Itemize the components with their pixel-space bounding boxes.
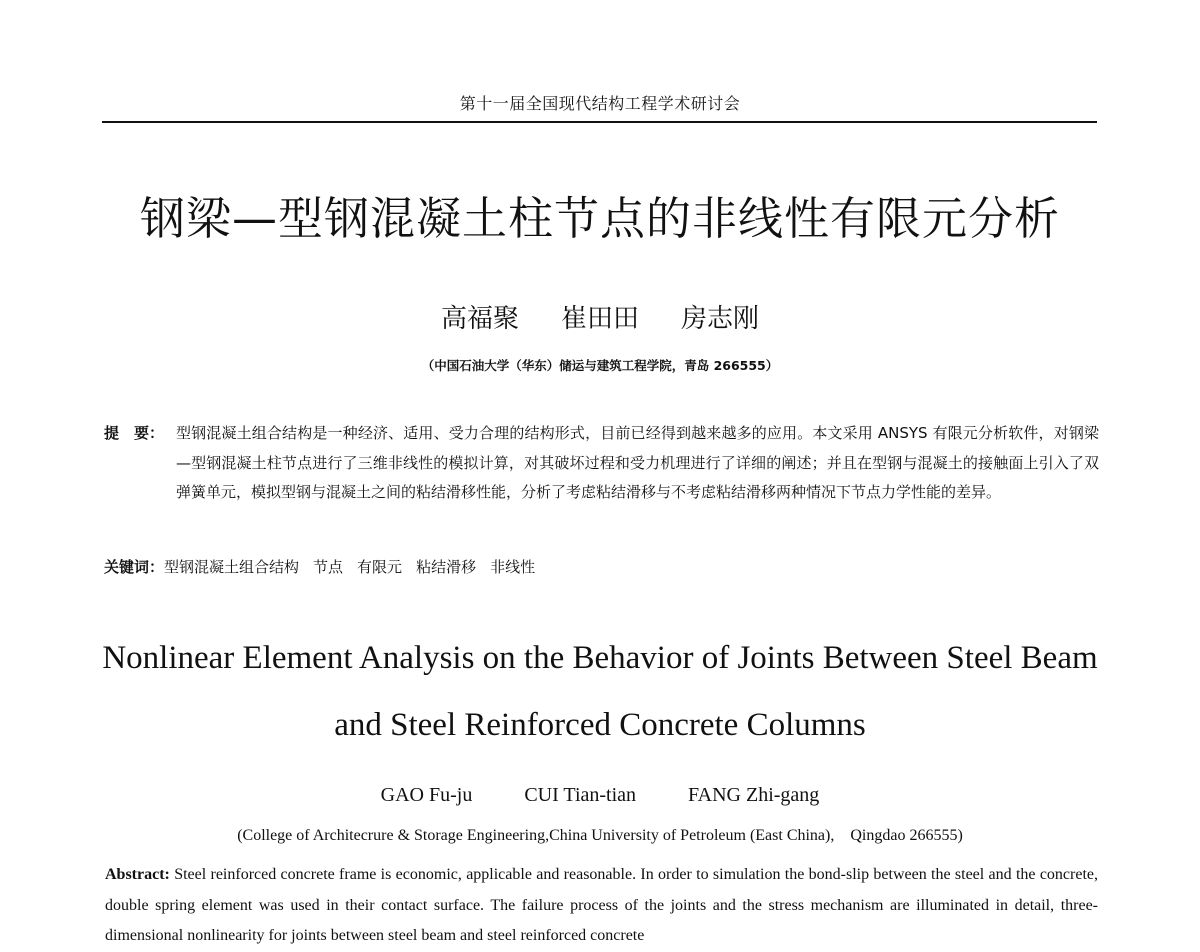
header-rule: [102, 121, 1097, 123]
english-title-line2: and Steel Reinforced Concrete Columns: [334, 707, 866, 743]
chinese-abstract: [104, 419, 1099, 508]
english-title-line1: Nonlinear Element Analysis on the Behavior of Joints Between Steel Beam: [102, 640, 1098, 676]
keyword: 节点: [313, 558, 344, 576]
english-author: FANG Zhi-gang: [688, 784, 820, 806]
keyword: 非线性: [490, 558, 536, 576]
english-author: CUI Tian-tian: [524, 784, 637, 806]
running-header: 第十一届全国现代结构工程学术研讨会: [459, 94, 741, 113]
keyword: 有限元: [357, 558, 403, 576]
english-affiliation: (College of Architecrure & Storage Engineering,China University of Petroleum (East China), Qingdao 266555): [237, 827, 963, 844]
chinese-author: 崔田田: [560, 304, 639, 334]
chinese-author: 房志刚: [681, 304, 760, 334]
english-abstract: [105, 860, 1098, 952]
chinese-abstract-text: 型钢混凝土组合结构是一种经济、适用、受力合理的结构形式，目前已经得到越来越多的应用。本文采用 ANSYS 有限元分析软件，对钢梁—型钢混凝土柱节点进行了三维非线性的模拟计算，对其破坏过程和受力机理进行了详细的阐述；并且在型钢与混凝土的接触面上引入了双弹簧单元，模拟型钢与混凝土之间的粘结滑移性能，分析了考虑粘结滑移与不考虑粘结滑移两种情况下节点力学性能的差异。: [176, 424, 1099, 501]
chinese-abstract-label: 提 要：: [104, 424, 165, 442]
chinese-keywords-label: 关键词：: [104, 558, 165, 576]
chinese-title: 钢梁—型钢混凝土柱节点的非线性有限元分析: [139, 192, 1060, 245]
english-author: GAO Fu-ju: [380, 784, 473, 806]
chinese-affiliation: （中国石油大学（华东）储运与建筑工程学院，青岛 266555）: [421, 358, 779, 373]
english-authors: [0, 784, 1200, 807]
chinese-authors: [0, 298, 1200, 335]
keyword: 型钢混凝土组合结构: [164, 558, 300, 576]
english-abstract-text: Steel reinforced concrete frame is economic, applicable and reasonable. In order to simulation the bond-slip between the steel and the concrete, double spring element was used in their contact surface. The failure process of the joints and the stress mechanism are illuminated in detail, three-dimensional nonlinearity for joints between steel beam and steel reinforced concrete: [105, 866, 1098, 944]
english-abstract-label: Abstract:: [105, 866, 170, 883]
chinese-author: 高福聚: [440, 304, 519, 334]
chinese-keywords: [104, 553, 1099, 583]
keyword: 粘结滑移: [416, 558, 477, 576]
